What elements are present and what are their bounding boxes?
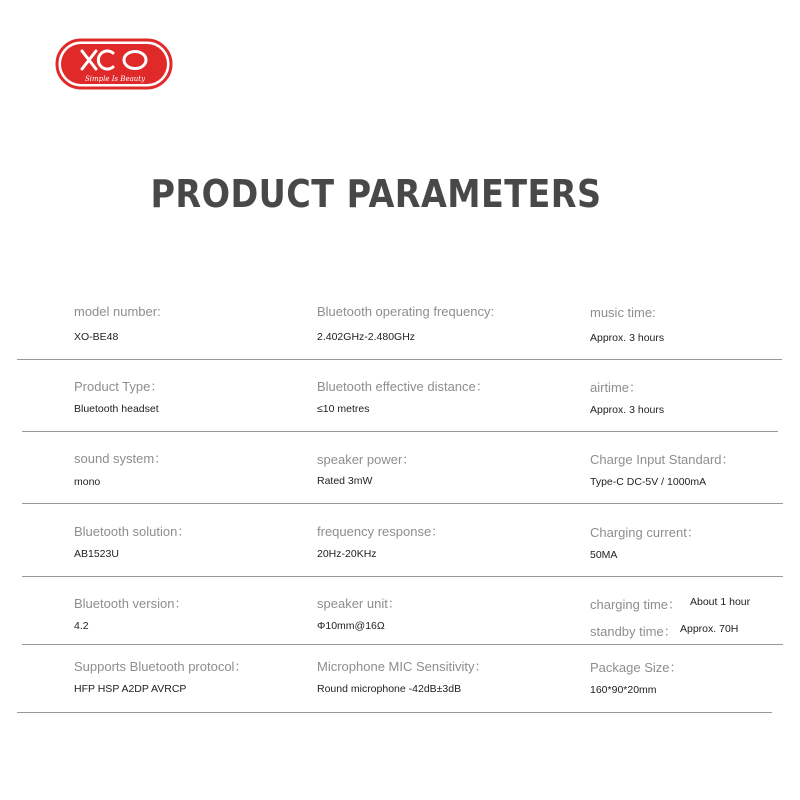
brand-logo (55, 38, 173, 90)
param-value-sound-system: mono (74, 476, 101, 488)
param-value-airtime: Approx. 3 hours (590, 404, 665, 416)
param-label-operating-frequency: Bluetooth operating frequency: (317, 304, 495, 319)
param-label-charging-current: Charging current： (590, 525, 700, 540)
param-value-package-size: 160*90*20mm (590, 684, 657, 696)
param-label-standby-time: standby time： (590, 624, 677, 639)
row-divider (17, 712, 772, 713)
param-label-model-number: model number: (74, 304, 161, 319)
param-label-airtime: airtime： (590, 380, 643, 395)
param-label-sound-system: sound system： (74, 451, 168, 466)
param-value-music-time: Approx. 3 hours (590, 332, 665, 344)
param-value-speaker-power: Rated 3mW (317, 475, 373, 487)
param-value-bluetooth-solution: AB1523U (74, 548, 119, 560)
row-divider (17, 359, 782, 360)
param-label-effective-distance: Bluetooth effective distance： (317, 379, 489, 394)
row-divider (22, 503, 783, 504)
row-divider (22, 576, 783, 577)
param-value-charging-time: About 1 hour (690, 596, 751, 608)
param-value-bluetooth-version: 4.2 (74, 620, 89, 632)
param-value-standby-time: Approx. 70H (680, 623, 739, 635)
param-label-frequency-response: frequency response： (317, 524, 445, 539)
param-label-music-time: music time: (590, 305, 656, 320)
row-divider (22, 644, 783, 645)
param-label-mic-sensitivity: Microphone MIC Sensitivity： (317, 659, 488, 674)
param-label-speaker-power: speaker power： (317, 452, 416, 467)
param-label-charging-time: charging time： (590, 597, 682, 612)
param-label-package-size: Package Size： (590, 660, 683, 675)
param-value-effective-distance: ≤10 metres (317, 403, 370, 415)
param-label-bluetooth-protocol: Supports Bluetooth protocol： (74, 659, 248, 674)
brand-tagline: Simple Is Beauty (84, 75, 146, 83)
param-label-product-type: Product Type： (74, 379, 164, 394)
param-label-charge-input: Charge Input Standard： (590, 452, 735, 467)
param-value-frequency-response: 20Hz-20KHz (317, 548, 377, 560)
param-value-speaker-unit: Φ10mm@16Ω (317, 620, 385, 632)
param-value-operating-frequency: 2.402GHz-2.480GHz (317, 331, 416, 343)
param-value-product-type: Bluetooth headset (74, 403, 159, 415)
param-value-model-number: XO-BE48 (74, 331, 119, 343)
param-label-speaker-unit: speaker unit： (317, 596, 401, 611)
row-divider (22, 431, 778, 432)
param-label-bluetooth-version: Bluetooth version： (74, 596, 188, 611)
param-value-mic-sensitivity: Round microphone -42dB±3dB (317, 683, 462, 695)
page-title: PRODUCT PARAMETERS (150, 172, 602, 216)
param-value-bluetooth-protocol: HFP HSP A2DP AVRCP (74, 683, 187, 695)
param-label-bluetooth-solution: Bluetooth solution： (74, 524, 191, 539)
param-value-charge-input: Type-C DC-5V / 1000mA (590, 476, 707, 488)
param-value-charging-current: 50MA (590, 549, 618, 561)
